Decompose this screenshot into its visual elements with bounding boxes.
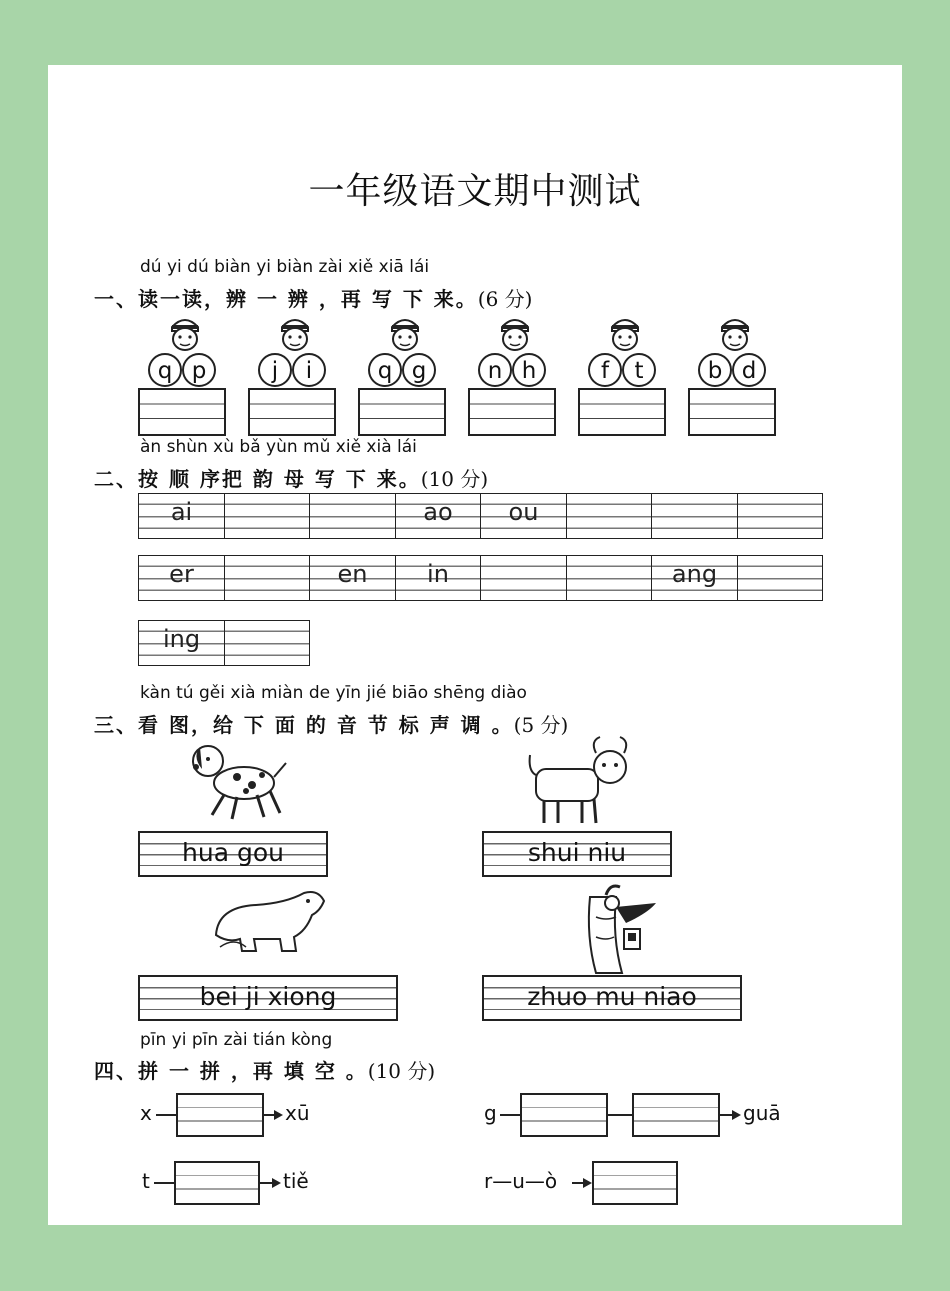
ox-illustration: [526, 733, 636, 829]
finals-cell[interactable]: [395, 493, 481, 539]
pair-letter: n: [478, 353, 512, 387]
letter-pair: [690, 313, 780, 397]
finals-cell[interactable]: [651, 555, 737, 601]
connector-line: [608, 1114, 632, 1116]
spell-1-start: x: [140, 1101, 152, 1125]
arrow-icon: [732, 1110, 741, 1120]
finals-text: ou: [508, 498, 539, 526]
polar-bear-illustration: [208, 887, 328, 959]
finals-cell[interactable]: [138, 620, 224, 666]
finals-cell[interactable]: [309, 493, 395, 539]
finals-cell[interactable]: [224, 493, 310, 539]
pair-letter: q: [368, 353, 402, 387]
pair-letter: q: [148, 353, 182, 387]
spell-1-end: xū: [285, 1101, 310, 1125]
spell-2-end: guā: [743, 1101, 781, 1125]
section-1-pinyin: dú yi dú biàn yi biàn zài xiě xiā lái: [140, 257, 430, 277]
worksheet-page: [48, 65, 902, 1225]
finals-cell[interactable]: [138, 555, 224, 601]
pair-letter: g: [402, 353, 436, 387]
finals-cell[interactable]: [566, 493, 652, 539]
letter-pair: [140, 313, 230, 397]
write-box[interactable]: [578, 388, 666, 436]
finals-cell[interactable]: [737, 555, 823, 601]
letter-pair: [360, 313, 450, 397]
dog-illustration: [182, 733, 292, 825]
finals-cell[interactable]: [309, 555, 395, 601]
spell-4-box[interactable]: [592, 1161, 678, 1205]
finals-text: ai: [170, 498, 193, 526]
finals-text: en: [337, 560, 368, 588]
spell-2-box-b[interactable]: [632, 1093, 720, 1137]
finals-text: er: [169, 560, 194, 588]
finals-cell[interactable]: [651, 493, 737, 539]
pair-letter: i: [292, 353, 326, 387]
pair-letter: h: [512, 353, 546, 387]
spell-1-box[interactable]: [176, 1093, 264, 1137]
page-title: 一年级语文期中测试: [308, 171, 642, 212]
tone-box[interactable]: [482, 975, 742, 1021]
letter-pair: [250, 313, 340, 397]
arrow-icon: [274, 1110, 283, 1120]
pair-letter: d: [732, 353, 766, 387]
tone-syllables: bei ji xiong: [199, 982, 337, 1011]
child-head-icon: [276, 313, 314, 353]
connector-line: [156, 1114, 176, 1116]
section-1-heading: 一、读一读，辨 一 辨 ，再 写 下 来。(6 分): [94, 287, 533, 311]
finals-text: ao: [423, 498, 453, 526]
pair-letter: p: [182, 353, 216, 387]
finals-cell[interactable]: [737, 493, 823, 539]
woodpecker-illustration: [566, 877, 666, 975]
tone-syllables: zhuo mu niao: [527, 982, 697, 1011]
tone-syllables: hua gou: [182, 838, 284, 867]
child-head-icon: [716, 313, 754, 353]
pair-letter: j: [258, 353, 292, 387]
section-4-pinyin: pīn yi pīn zài tián kòng: [140, 1030, 333, 1050]
connector-line: [500, 1114, 520, 1116]
write-box[interactable]: [248, 388, 336, 436]
tone-syllables: shui niu: [527, 838, 627, 867]
finals-cell[interactable]: [224, 620, 310, 666]
spell-3-end: tiě: [283, 1169, 309, 1193]
finals-cell[interactable]: [566, 555, 652, 601]
finals-cell[interactable]: [395, 555, 481, 601]
pair-letter: t: [622, 353, 656, 387]
letter-pair: [470, 313, 560, 397]
connector-line: [154, 1182, 174, 1184]
write-box[interactable]: [138, 388, 226, 436]
letter-pair: [580, 313, 670, 397]
section-2-heading: 二、按 顺 序把 韵 母 写 下 来。(10 分): [94, 467, 489, 491]
section-2-pinyin: àn shùn xù bǎ yùn mǔ xiě xià lái: [140, 437, 417, 457]
arrow-icon: [583, 1178, 592, 1188]
child-head-icon: [496, 313, 534, 353]
finals-text: ing: [162, 625, 201, 653]
spell-3-start: t: [142, 1169, 150, 1193]
finals-cell[interactable]: [480, 555, 566, 601]
spell-2-box-a[interactable]: [520, 1093, 608, 1137]
finals-cell[interactable]: [224, 555, 310, 601]
write-box[interactable]: [688, 388, 776, 436]
section-3-pinyin: kàn tú gěi xià miàn de yīn jié biāo shēng diào: [140, 683, 527, 703]
child-head-icon: [386, 313, 424, 353]
section-4-heading: 四、拼 一 拼 ，再 填 空 。(10 分): [94, 1059, 436, 1083]
child-head-icon: [606, 313, 644, 353]
write-box[interactable]: [468, 388, 556, 436]
arrow-icon: [272, 1178, 281, 1188]
pair-letter: f: [588, 353, 622, 387]
write-box[interactable]: [358, 388, 446, 436]
finals-text: in: [427, 560, 449, 588]
finals-cell[interactable]: [480, 493, 566, 539]
tone-box[interactable]: [482, 831, 672, 877]
finals-cell[interactable]: [138, 493, 224, 539]
child-head-icon: [166, 313, 204, 353]
pair-letter: b: [698, 353, 732, 387]
tone-box[interactable]: [138, 975, 398, 1021]
spell-3-box[interactable]: [174, 1161, 260, 1205]
section-3-heading: 三、看 图，给 下 面 的 音 节 标 声 调 。(5 分): [94, 713, 569, 737]
tone-box[interactable]: [138, 831, 328, 877]
finals-text: ang: [671, 560, 718, 588]
spell-4-start: r—u—ò: [484, 1169, 558, 1193]
spell-2-start: g: [484, 1101, 497, 1125]
